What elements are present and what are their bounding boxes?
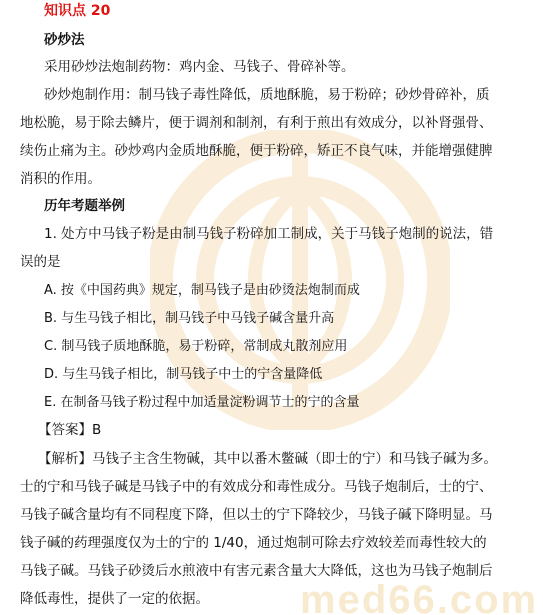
- answer-line: 【答案】B: [38, 422, 102, 438]
- option-b: B. 与生马钱子相比，制马钱子中马钱子碱含量升高: [44, 311, 335, 326]
- section-paragraph-2-line-2: 地松脆，易于除去鳞片，便于调剂和制剂，有利于煎出有效成分，以补肾强骨、: [20, 115, 493, 131]
- exam-heading: 历年考题举例: [44, 198, 125, 214]
- option-a: A. 按《中国药典》规定，制马钱子是由砂烫法炮制而成: [44, 283, 360, 298]
- option-d: D. 与生马钱子相比，制马钱子中士的宁含量降低: [44, 367, 323, 382]
- analysis-line-6: 降低毒性，提供了一定的依据。: [20, 591, 209, 607]
- section-paragraph-2-line-4: 消积的作用。: [20, 171, 101, 187]
- question-line-2: 误的是: [20, 254, 61, 270]
- section-heading: 砂炒法: [44, 32, 85, 48]
- analysis-line-3: 马钱子碱含量均有不同程度下降，但以士的宁下降较少，马钱子碱下降明显。马: [20, 507, 493, 523]
- analysis-line-4: 钱子碱的药理强度仅为士的宁的 1/40，通过炮制可除去疗效较差而毒性较大的: [20, 535, 487, 551]
- knowledge-point-title: 知识点 20: [44, 3, 111, 19]
- question-line-1: 1. 处方中马钱子粉是由制马钱子粉碎加工制成，关于马钱子炮制的说法，错: [44, 226, 494, 242]
- analysis-line-1: 【解析】马钱子主含生物碱，其中以番木鳖碱（即士的宁）和马钱子碱为多。: [38, 451, 497, 467]
- option-c: C. 制马钱子质地酥脆，易于粉碎，常制成丸散剂应用: [44, 339, 348, 354]
- section-paragraph-1: 采用砂炒法炮制药物：鸡内金、马钱子、骨碎补等。: [44, 59, 355, 75]
- option-e: E. 在制备马钱子粉过程中加适量淀粉调节士的宁的含量: [44, 395, 360, 410]
- analysis-line-5: 马钱子碱。马钱子砂烫后水煎液中有害元素含量大大降低，这也为马钱子炮制后: [20, 563, 493, 579]
- section-paragraph-2-line-3: 续伤止痛为主。砂炒鸡内金质地酥脆，便于粉碎，矫正不良气味，并能增强健脾: [20, 143, 493, 159]
- watermark-text: med66.com: [300, 578, 539, 615]
- section-paragraph-2-line-1: 砂炒炮制作用：制马钱子毒性降低，质地酥脆，易于粉碎；砂炒骨碎补，质: [44, 87, 490, 103]
- analysis-line-2: 士的宁和马钱子碱是马钱子中的有效成分和毒性成分。马钱子炮制后，士的宁、: [20, 479, 493, 495]
